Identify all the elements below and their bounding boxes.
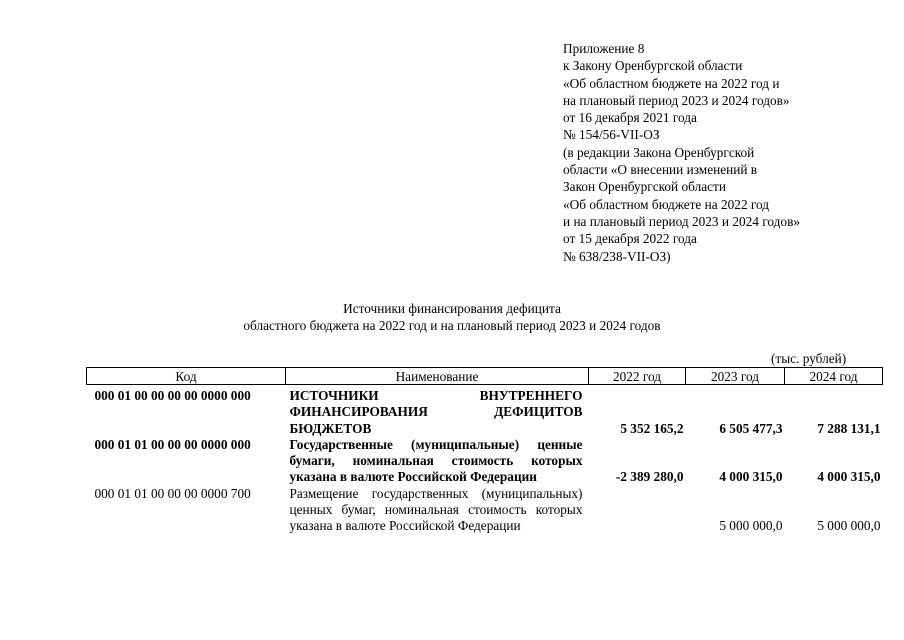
row-value-2022: -2 389 280,0: [615, 469, 684, 485]
appendix-line: «Об областном бюджете на 2022 год: [563, 196, 770, 212]
row-name: Размещение государственных (муниципальных) ценных бумаг, номинальная стоимость которых указана в валюте Российской Федерации: [289, 485, 583, 534]
appendix-header: [563, 40, 800, 265]
row-value-2024: 7 288 131,1: [817, 420, 881, 436]
row-name: ИСТОЧНИКИ ВНУТРЕННЕГО ФИНАНСИРОВАНИЯ ДЕФИЦИТОВ БЮДЖЕТОВ: [289, 388, 583, 436]
appendix-line: от 16 декабря 2021 года: [563, 110, 697, 126]
column-header-name: Наименование: [286, 368, 589, 385]
row-value-2023: 4 000 315,0: [719, 469, 783, 485]
column-header-2024: 2024 год: [785, 368, 883, 385]
appendix-line: (в редакции Закона Оренбургской: [563, 144, 755, 160]
appendix-line: и на плановый период 2023 и 2024 годов»: [563, 213, 800, 229]
title-line-2: областного бюджета на 2022 год и на плановый период 2023 и 2024 годов: [243, 318, 661, 333]
row-value-2022: [589, 486, 686, 535]
table-row: [87, 385, 883, 437]
row-value-2024: 5 000 000,0: [817, 518, 881, 534]
appendix-line: к Закону Оренбургской области: [563, 58, 743, 74]
appendix-line: № 638/238-VII-ОЗ): [563, 248, 671, 264]
appendix-line: области «О внесении изменений в: [563, 162, 758, 178]
appendix-line: Приложение 8: [563, 41, 645, 56]
row-value-2024: 4 000 315,0: [817, 469, 881, 485]
row-code: 000 01 01 00 00 00 0000 000: [94, 436, 251, 452]
row-name: Государственные (муниципальные) ценные бумаги, номинальная стоимость которых указана в валюте Российской Федерации: [289, 436, 583, 485]
table-row: [87, 486, 883, 535]
appendix-line: от 15 декабря 2022 года: [563, 231, 697, 247]
column-header-code: Код: [87, 368, 286, 385]
appendix-line: Закон Оренбургской области: [563, 179, 726, 195]
units-label: (тыс. рублей): [771, 351, 847, 366]
row-code: 000 01 01 00 00 00 0000 700: [94, 485, 251, 501]
appendix-line: «Об областном бюджете на 2022 год и: [563, 75, 780, 91]
appendix-line: на плановый период 2023 и 2024 годов»: [563, 92, 790, 108]
column-header-2022: 2022 год: [589, 368, 686, 385]
table-row: [87, 437, 883, 486]
title-line-1: Источники финансирования дефицита: [343, 301, 561, 316]
row-value-2023: 6 505 477,3: [719, 420, 783, 436]
row-code: 000 01 00 00 00 00 0000 000: [94, 388, 251, 403]
row-value-2023: 5 000 000,0: [719, 518, 783, 534]
row-value-2022: 5 352 165,2: [620, 420, 684, 436]
table-header-row: [87, 368, 883, 385]
appendix-line: № 154/56-VII-ОЗ: [563, 127, 660, 143]
financing-sources-table: [86, 367, 883, 535]
column-header-2023: 2023 год: [686, 368, 785, 385]
document-title: [0, 300, 904, 334]
